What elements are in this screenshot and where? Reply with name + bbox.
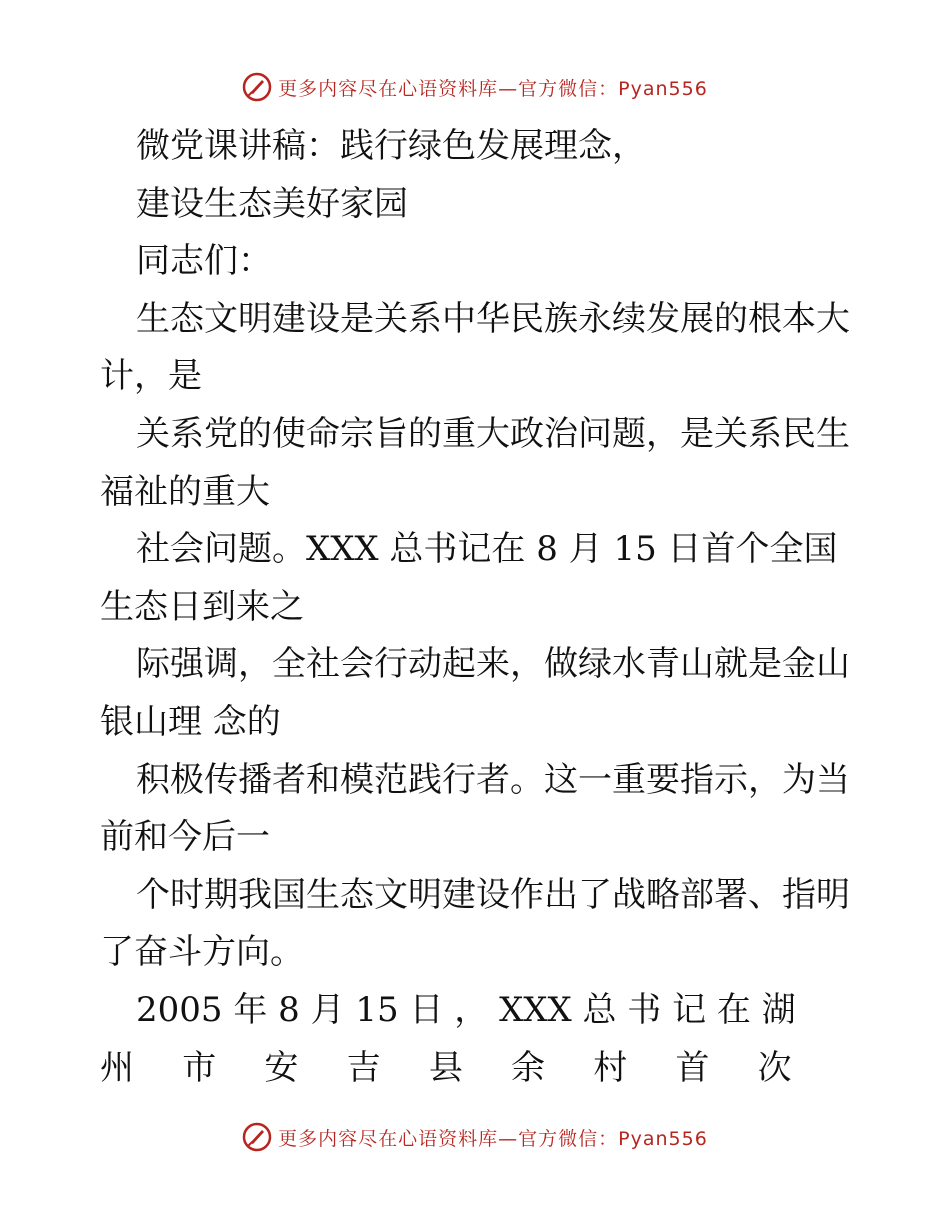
- text-line: 微党课讲稿：践行绿色发展理念，: [136, 126, 646, 166]
- document-body: [100, 118, 860, 1097]
- text-line: 个时期我国生态文明建设作出了战略部署、指明: [136, 874, 850, 915]
- quill-logo-icon: [242, 72, 272, 102]
- text-line: 生态日到来之: [100, 586, 304, 627]
- text-line: 同志们：: [136, 241, 272, 282]
- text-line: 关系党的使命宗旨的重大政治问题，是关系民生: [136, 413, 850, 454]
- text-line: 了奋斗方向。: [100, 932, 304, 973]
- watermark-text: 更多内容尽在心语资料库—官方微信：Pyan556: [278, 1127, 708, 1150]
- text-line: 生态文明建设是关系中华民族永续发展的根本大: [136, 298, 850, 339]
- text-line: 州 市 安 吉 县 余 村 首 次: [100, 1047, 811, 1088]
- text-line: 2005 年 8 月 15 日 ， XXX 总 书 记 在 湖: [136, 989, 796, 1030]
- watermark-text: 更多内容尽在心语资料库—官方微信：Pyan556: [278, 77, 708, 100]
- text-line: 银山理 念的: [100, 701, 281, 742]
- quill-logo-icon: [242, 1122, 272, 1152]
- text-line: 前和今后一: [100, 817, 270, 858]
- footer-watermark: [0, 1122, 950, 1152]
- text-line: 积极传播者和模范践行者。这一重要指示，为当: [136, 759, 850, 800]
- text-line: 福祉的重大: [100, 471, 270, 512]
- text-line: 社会问题。XXX 总书记在 8 月 15 日首个全国: [136, 529, 838, 570]
- text-line: 际强调，全社会行动起来，做绿水青山就是金山: [136, 644, 850, 685]
- text-line: 计，是: [100, 356, 202, 397]
- text-line: 建设生态美好家园: [136, 183, 408, 224]
- header-watermark: [0, 72, 950, 102]
